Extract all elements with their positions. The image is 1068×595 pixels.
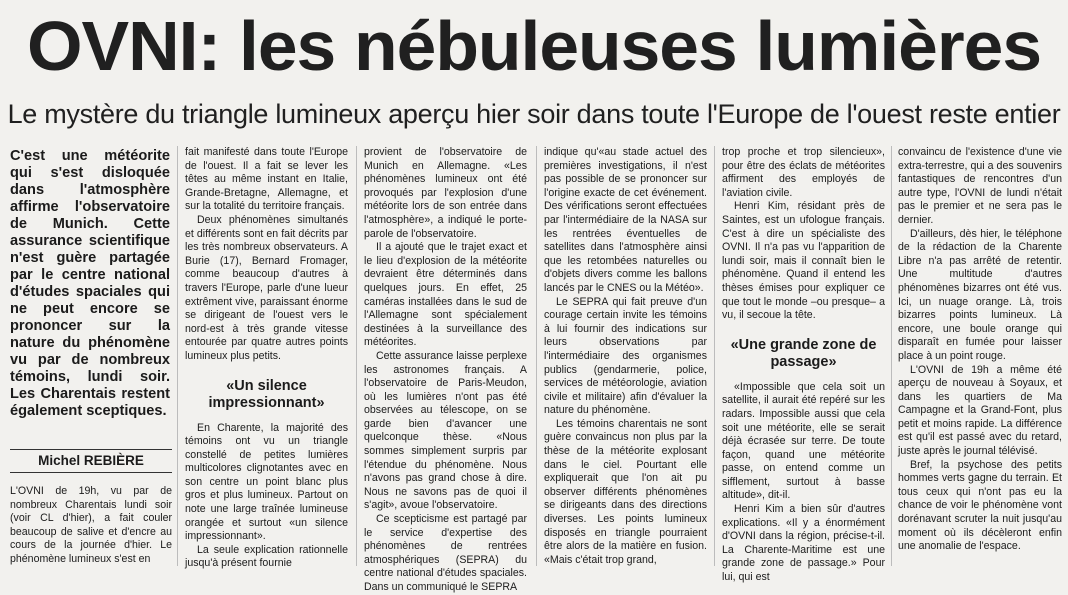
column-4-paragraph-2: Le SEPRA qui fait preuve d'un courage certain invite les témoins à lui fournir des indications sur leurs observations par l'intermédiaire des organismes publics (gendarmerie, police, services de météorologie, aviation civile et militaire) afin d'évaluer la nature du phénomène. [544, 295, 707, 417]
column-5 [722, 146, 885, 585]
column-4-paragraph-1: indique qu'«au stade actuel des premières investigations, il n'est pas possible de se prononcer sur l'origine exacte de cet événement. Des vérifications seront effectuées par l'intermédiaire de la NASA sur les rentrées éventuelles de satellites dans l'atmosphère ainsi que les retombées naturelles ou d'objets divers comme les ballons lancés par le CNES ou la Météo». [544, 146, 707, 294]
lead-paragraph: C'est une météorite qui s'est disloquée dans l'atmosphère affirme l'observatoire de Munich. Cette assurance scientifique n'est guère partagée par le centre national d'études spaciales qui ne peut encore se prononcer sur la nature du phénomène vu par de nombreux témoins, lundi soir. Les Charentais restent également sceptiques. [10, 148, 170, 419]
author-byline: Michel REBIÈRE [10, 449, 172, 473]
column-3-paragraph-4: Ce scepticisme est partagé par le service d'expertise des phénomènes de rentrées atmosphériques (SEPRA) du centre national d'études spaciales. Dans un communiqué le SEPRA [364, 513, 527, 593]
column-rule [177, 146, 178, 566]
column-2-paragraph-1: fait manifesté dans toute l'Europe de l'ouest. Il a fait se lever les têtes au même instant en Italie, Grande-Bretagne, Allemagne, et sur la totalité du territoire français. [185, 146, 348, 213]
column-6-paragraph-1: convaincu de l'existence d'une vie extra-terrestre, qui a des souvenirs fantastiques de rencontres d'un autre type, l'OVNI de lundi n'était pas le premier et ne sera pas le dernier. [898, 146, 1062, 226]
column-3 [364, 146, 527, 595]
column-5-paragraph-1: trop proche et trop silencieux», pour être des éclats de météorites affirment des employés de l'aviation civile. [722, 146, 885, 199]
headline: OVNI: les nébuleuses lumières [26, 7, 1042, 85]
column-3-paragraph-3: Cette assurance laisse perplexe les astronomes français. A l'observatoire de Paris-Meudon, où les lumières n'ont pas été observées au télescope, on se garde bien d'avancer une quelconque thèse. «Nous sommes simplement surpris par l'étendue du phénomène. Nous n'avons pas grand chose à dire. Nous ne savons pas de quoi il s'agit», avoue l'observatoire. [364, 349, 527, 512]
column-6-paragraph-3: L'OVNI de 19h a même été aperçu de nouveau à Soyaux, et dans les quartiers de Ma Campagne et la Grand-Font, plus petit et moins rapide. La différence est qu'il est passé avec du retard, juste après le journal télévisé. [898, 363, 1062, 458]
column-2-paragraph-4: La seule explication rationnelle jusqu'à présent fournie [185, 543, 348, 570]
subheading-silence: «Un silence impressionnant» [208, 377, 325, 411]
column-4 [544, 146, 707, 567]
column-6 [898, 146, 1062, 554]
column-4-paragraph-3: Les témoins charentais ne sont guère convaincus non plus par la thèse de la météorite explosant dans le ciel. Pourtant elle expliquerait que l'on ait pu observer différents phénomènes se dirigeants dans des directions diverses. Les points lumineux disposés en triangle pourraient être alors de la matière en fusion. «Mais c'était trop grand, [544, 417, 707, 566]
subheadline: Le mystère du triangle lumineux aperçu hier soir dans toute l'Europe de l'ouest reste entier [7, 99, 1061, 129]
column-6-paragraph-4: Bref, la psychose des petits hommes verts gagne du terrain. Et tous ceux qui n'ont pas eu la chance de voir le phénomène vont dorénavant scruter la nuit jusqu'au moment où ils décèleront enfin une anomalie de l'espace. [898, 458, 1062, 553]
column-1-paragraph: L'OVNI de 19h, vu par de nombreux Charentais lundi soir (voir CL d'hier), a fait couler beaucoup de salive et d'encre au cours de la journée d'hier. Le phénomène lumineux s'est en [10, 485, 172, 565]
column-rule [356, 146, 357, 566]
column-3-paragraph-2: Il a ajouté que le trajet exact et le lieu d'explosion de la météorite devraient être déterminés dans quelques jours. En effet, 25 caméras installées dans le sud de l'Allemagne sont spécialement destinées à la surveillance des météorites. [364, 241, 527, 349]
column-5-paragraph-2: Henri Kim, résidant près de Saintes, est un ufologue français. C'est à dire un spécialiste des OVNI. Il n'a pas vu l'apparition de lundi soir, mais il connaît bien le phénomène. Quand il entend les thèses émises pour expliquer ce que tout le monde –ou presque– a vu, il secoue la tête. [722, 200, 885, 322]
column-6-paragraph-2: D'ailleurs, dès hier, le téléphone de la rédaction de la Charente Libre n'a pas arrêté de retentir. Une multitude d'autres phénomènes bizarres ont été vus. Ici, un nuage orange. Là, trois bizarres points lumineux. Là encore, une boule orange qui disparaît en fumée pour laisser place à un point rouge. [898, 227, 1062, 362]
column-3-paragraph-1: provient de l'observatoire de Munich en Allemagne. «Les phénomènes lumineux ont été provoqués par l'explosion d'une météorite lors de son entrée dans l'atmosphère», a indiqué le porte-parole de l'observatoire. [364, 146, 527, 240]
column-5-paragraph-3: «Impossible que cela soit un satellite, il aurait été repéré sur les radars. Impossible aussi que cela soit une météorite, elle se serait déjà écrasée sur terre. De toute façon, quand une météorite passe, on entend comme un sifflement, surtout à basse altitude», dit-il. [722, 380, 885, 502]
subheading-zone-de-passage: «Une grande zone de passage» [730, 336, 877, 370]
column-2-paragraph-3: En Charente, la majorité des témoins ont vu un triangle constellé de petites lumières multicolores clignotantes avec en son centre un point blanc plus gros et plus lumineux. Partout on note une large traînée lumineuse orangée et surtout «un silence impressionnant». [185, 421, 348, 543]
column-2 [185, 146, 348, 571]
column-2-paragraph-2: Deux phénomènes simultanés et différents sont en fait décrits par les très nombreux observateurs. A Burie (17), Bernard Fromager, comme beaucoup d'autres à travers l'Europe, parle d'une lueur extrêment vive, paraissant énorme se dirigeant de l'ouest vers le nord-est à très grande vitesse entourée par quatre autres points lumineux plus petits. [185, 213, 348, 362]
column-1 [10, 485, 172, 567]
column-rule [714, 146, 715, 566]
column-5-paragraph-4: Henri Kim a bien sûr d'autres explications. «Il y a énormément d'OVNI dans la région, précise-t-il. La Charente-Maritime est une grande zone de passage.» Pour lui, qui est [722, 503, 885, 584]
column-rule [891, 146, 892, 566]
column-rule [536, 146, 537, 566]
